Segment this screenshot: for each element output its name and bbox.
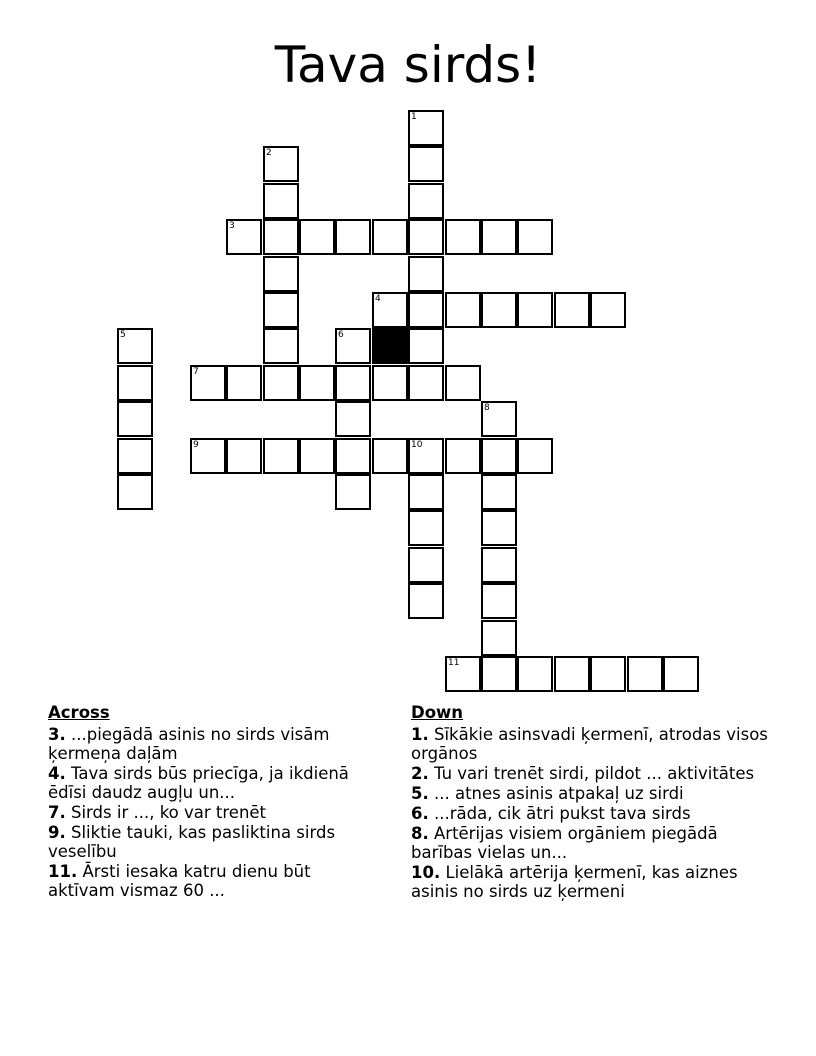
clue-text: Sirds ir ..., ko var trenēt <box>65 803 267 822</box>
clue-number-label: 10 <box>411 440 423 450</box>
crossword-cell[interactable] <box>517 292 553 328</box>
crossword-cell[interactable] <box>117 401 153 437</box>
clue-number: 7. <box>48 803 66 822</box>
crossword-cell[interactable] <box>335 328 371 364</box>
crossword-cell[interactable] <box>481 401 517 437</box>
crossword-cell[interactable] <box>408 256 444 292</box>
clue-number: 1. <box>411 725 429 744</box>
crossword-cell[interactable] <box>590 292 626 328</box>
clue-text: ...piegādā asinis no sirds visām ķermeņa daļām <box>48 725 330 763</box>
across-clues <box>48 703 378 901</box>
crossword-cell[interactable] <box>481 656 517 692</box>
crossword-cell[interactable] <box>372 292 408 328</box>
crossword-cell[interactable] <box>481 510 517 546</box>
down-clue <box>411 824 781 862</box>
across-clue <box>48 803 378 822</box>
clue-number: 2. <box>411 764 429 783</box>
crossword-cell[interactable] <box>263 256 299 292</box>
crossword-cell[interactable] <box>335 219 371 255</box>
crossword-cell[interactable] <box>263 328 299 364</box>
crossword-cell[interactable] <box>117 474 153 510</box>
clue-number: 3. <box>48 725 66 744</box>
clue-number-label: 1 <box>411 112 417 122</box>
clue-text: Tava sirds būs priecīga, ja ikdienā ēdīsi daudz augļu un... <box>48 764 349 802</box>
across-clue <box>48 764 378 802</box>
crossword-cell[interactable] <box>408 328 444 364</box>
clue-number-label: 8 <box>484 403 490 413</box>
crossword-cell[interactable] <box>263 219 299 255</box>
crossword-cell[interactable] <box>408 583 444 619</box>
crossword-cell[interactable] <box>117 365 153 401</box>
crossword-cell[interactable] <box>445 365 481 401</box>
crossword-cell[interactable] <box>517 656 553 692</box>
down-clue <box>411 804 781 823</box>
clue-number-label: 11 <box>448 658 460 668</box>
crossword-cell[interactable] <box>590 656 626 692</box>
clue-number: 4. <box>48 764 66 783</box>
crossword-cell[interactable] <box>627 656 663 692</box>
crossword-cell[interactable] <box>335 474 371 510</box>
clue-text: Lielākā artērija ķermenī, kas aiznes asinis no sirds uz ķermeni <box>411 863 738 901</box>
down-clue <box>411 764 781 783</box>
across-heading: Across <box>48 703 110 722</box>
crossword-cell[interactable] <box>263 438 299 474</box>
crossword-cell[interactable] <box>408 146 444 182</box>
crossword-cell[interactable] <box>408 219 444 255</box>
crossword-cell[interactable] <box>408 438 444 474</box>
crossword-cell[interactable] <box>481 583 517 619</box>
down-clue <box>411 784 781 803</box>
clue-number-label: 4 <box>375 294 381 304</box>
crossword-cell[interactable] <box>372 365 408 401</box>
crossword-cell[interactable] <box>445 292 481 328</box>
down-clue <box>411 863 781 901</box>
clue-number-label: 3 <box>229 221 235 231</box>
crossword-cell[interactable] <box>372 438 408 474</box>
clue-number-label: 6 <box>338 330 344 340</box>
crossword-cell[interactable] <box>517 438 553 474</box>
clue-text: Sīkākie asinsvadi ķermenī, atrodas visos orgānos <box>411 725 768 763</box>
crossword-cell[interactable] <box>299 438 335 474</box>
crossword-cell[interactable] <box>408 474 444 510</box>
clue-number-label: 9 <box>193 440 199 450</box>
crossword-cell[interactable] <box>190 365 226 401</box>
crossword-cell[interactable] <box>554 656 590 692</box>
clue-number-label: 2 <box>266 148 272 158</box>
crossword-cell[interactable] <box>263 183 299 219</box>
crossword-cell[interactable] <box>481 620 517 656</box>
crossword-cell[interactable] <box>372 219 408 255</box>
down-clues <box>411 703 781 902</box>
crossword-cell[interactable] <box>117 328 153 364</box>
black-square <box>372 328 408 364</box>
crossword-cell[interactable] <box>445 656 481 692</box>
crossword-cell[interactable] <box>408 510 444 546</box>
crossword-cell[interactable] <box>408 365 444 401</box>
down-clue <box>411 725 781 763</box>
clue-text: ...rāda, cik ātri pukst tava sirds <box>428 804 691 823</box>
crossword-cell[interactable] <box>335 365 371 401</box>
clue-number-label: 7 <box>193 367 199 377</box>
clue-number: 5. <box>411 784 429 803</box>
crossword-cell[interactable] <box>517 219 553 255</box>
crossword-cell[interactable] <box>481 219 517 255</box>
clue-text: Artērijas visiem orgāniem piegādā barības vielas un... <box>411 824 718 862</box>
clue-number: 11. <box>48 862 78 881</box>
crossword-cell[interactable] <box>299 365 335 401</box>
crossword-cell[interactable] <box>263 146 299 182</box>
clue-number: 9. <box>48 823 66 842</box>
clue-number: 10. <box>411 863 441 882</box>
clue-number: 6. <box>411 804 429 823</box>
down-heading: Down <box>411 703 464 722</box>
crossword-cell[interactable] <box>335 438 371 474</box>
crossword-cell[interactable] <box>226 438 262 474</box>
clue-text: ... atnes asinis atpakaļ uz sirdi <box>428 784 684 803</box>
crossword-cell[interactable] <box>408 547 444 583</box>
crossword-cell[interactable] <box>263 292 299 328</box>
crossword-cell[interactable] <box>117 438 153 474</box>
crossword-cell[interactable] <box>190 438 226 474</box>
across-clue <box>48 725 378 763</box>
crossword-cell[interactable] <box>408 292 444 328</box>
crossword-cell[interactable] <box>263 365 299 401</box>
clue-text: Sliktie tauki, kas pasliktina sirds veselību <box>48 823 336 861</box>
crossword-cell[interactable] <box>445 219 481 255</box>
crossword-cell[interactable] <box>554 292 590 328</box>
crossword-cell[interactable] <box>408 110 444 146</box>
crossword-cell[interactable] <box>335 401 371 437</box>
crossword-cell[interactable] <box>445 438 481 474</box>
crossword-cell[interactable] <box>299 219 335 255</box>
crossword-cell[interactable] <box>481 438 517 474</box>
across-clue <box>48 823 378 861</box>
clue-text: Ārsti iesaka katru dienu būt aktīvam vismaz 60 ... <box>48 862 311 900</box>
puzzle-title: Tava sirds! <box>274 36 542 94</box>
crossword-cell[interactable] <box>481 292 517 328</box>
crossword-cell[interactable] <box>481 474 517 510</box>
clue-number-label: 5 <box>120 330 126 340</box>
across-clue <box>48 862 378 900</box>
crossword-cell[interactable] <box>408 183 444 219</box>
crossword-cell[interactable] <box>226 219 262 255</box>
crossword-cell[interactable] <box>226 365 262 401</box>
clue-number: 8. <box>411 824 429 843</box>
crossword-cell[interactable] <box>481 547 517 583</box>
clue-text: Tu vari trenēt sirdi, pildot ... aktivitātes <box>428 764 755 783</box>
crossword-cell[interactable] <box>663 656 699 692</box>
